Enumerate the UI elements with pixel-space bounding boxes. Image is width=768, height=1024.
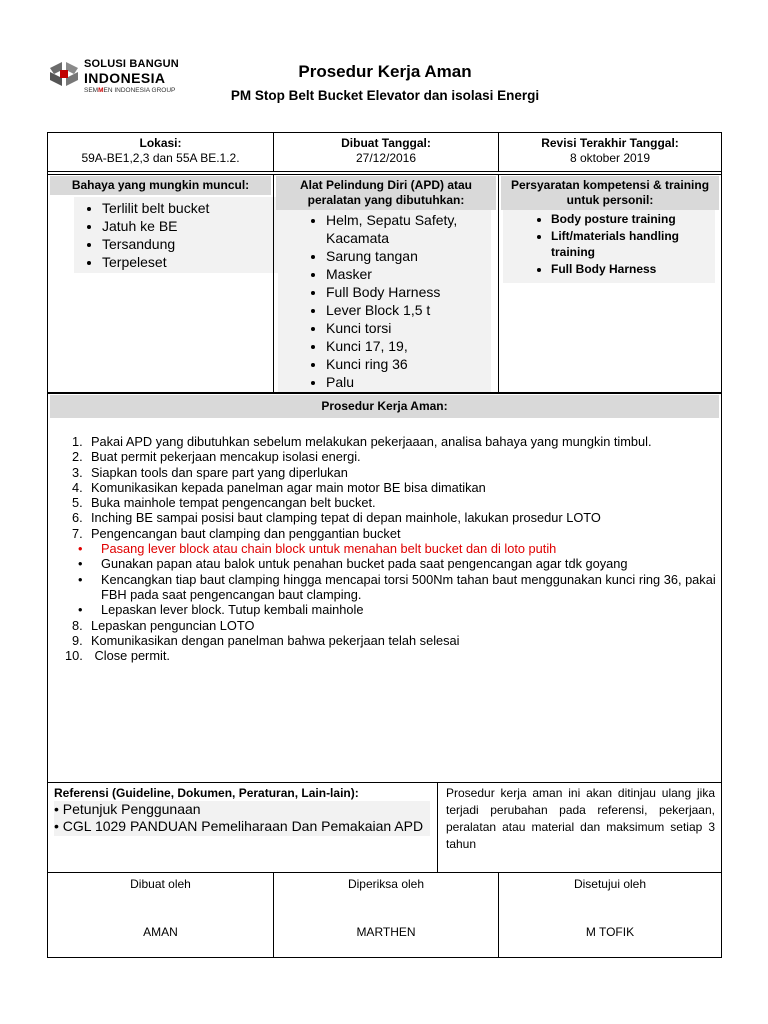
approved-by-name: M TOFIK [585,925,635,939]
apd-title-line1: Alat Pelindung Diri (APD) atau [299,178,472,192]
competency-title [501,176,719,210]
reference-item: • Petunjuk Penggunaan [54,801,201,817]
procedure-step: 1. Pakai APD yang dibutuhkan sebelum melakukan pekerjaaan, analisa bahaya yang mungkin timbul. [72,434,652,449]
competency-item: • Full Body Harness [551,261,715,278]
procedure-step: 10. Close permit. [65,648,170,664]
apd-list-box [278,210,491,392]
checked-by-name: MARTHEN [356,925,416,939]
procedure-step: 3. Siapkan tools dan spare part yang diperlukan [72,464,348,480]
revisi-cell [498,132,722,172]
made-by-name: AMAN [143,925,178,939]
reference-cell [47,782,438,873]
apd-title [276,176,496,210]
competency-list [503,211,715,277]
logo-line1: SOLUSI BANGUN [84,58,179,70]
procedure-substep: • Pasang lever block atau chain block untuk menahan belt bucket dan di loto putih [78,541,557,557]
procedure-step: 7. Pengencangan baut clamping dan penggantian bucket [72,525,401,541]
competency-item: • Body posture training [551,211,715,228]
apd-title-line2: peralatan yang dibutuhkan: [307,193,465,207]
apd-item: • Kunci torsi [326,319,491,337]
lokasi-cell [47,132,274,172]
procedure-step: 9. Komunikasikan dengan panelman bahwa pekerjaan telah selesai [72,632,460,648]
apd-cell [273,174,499,393]
hazard-item: • Terpeleset [102,253,314,271]
review-note: Prosedur kerja aman ini akan ditinjau ulang jika terjadi perubahan pada referensi, pekerjaan, peralatan atau material dan maksimum setiap 3 tahun [446,786,715,851]
procedure-substep: • Kencangkan tiap baut clamping hingga mencapai torsi 500Nm tahan baut menggunakan kunci ring 36, pakai FBH pada saat pengencangan baut clamping. [78,571,716,602]
hazard-item: • Tersandung [102,235,314,253]
procedure-step: 2. Buat permit pekerjaan mencakup isolasi energi. [72,449,361,465]
hazards-title: Bahaya yang mungkin muncul: [50,176,271,195]
apd-item: • Kunci ring 36 [326,355,491,373]
apd-item: • Helm, Sepatu Safety, Kacamata [326,211,491,247]
logo-line3: SEMMEN INDONESIA GROUP [84,87,176,94]
approved-by-label: Disetujui oleh [573,877,647,891]
apd-item: • Palu [326,373,491,391]
revisi-label: Revisi Terakhir Tanggal: [541,136,679,150]
reference-title: Referensi (Guideline, Dokumen, Peraturan, Lain-lain): [54,786,359,800]
logo-mark-icon [48,58,80,88]
competency-title-line1: Persyaratan kompetensi & training [510,178,710,192]
competency-item: • Lift/materials handling training [551,228,715,261]
procedure-step: 4. Komunikasikan kepada panelman agar main motor BE bisa dimatikan [72,479,486,495]
procedure-substep: • Gunakan papan atau balok untuk penahan bucket pada saat pengencangan agar tdk goyang [78,556,628,572]
apd-item: • Lever Block 1,5 t [326,301,491,319]
lokasi-label: Lokasi: [139,136,182,150]
apd-item: • Kunci 17, 19, [326,337,491,355]
company-logo [48,56,188,100]
hazard-item: • Jatuh ke BE [102,217,314,235]
approved-by-cell [498,872,722,958]
dibuat-label: Dibuat Tanggal: [341,136,431,150]
page-title: Prosedur Kerja Aman [298,62,472,81]
review-note-cell [437,782,722,873]
competency-list-box [503,210,715,283]
procedure-steps [65,434,722,664]
procedure-step: 6. Inching BE sampai posisi baut clamping tepat di depan mainhole, lakukan prosedur LOTO [72,510,601,526]
procedure-step: 5. Buka mainhole tempat pengencangan belt bucket. [72,495,376,511]
reference-item: • CGL 1029 PANDUAN Pemeliharaan Dan Pemakaian APD [54,817,424,834]
logo-line2: INDONESIA [84,70,166,86]
checked-by-label: Diperiksa oleh [347,877,425,891]
hazard-item: • Terlilit belt bucket [102,199,314,217]
made-by-cell [47,872,274,958]
page-subtitle: PM Stop Belt Bucket Elevator dan isolasi Energi [230,88,540,103]
procedure-substep: • Lepaskan lever block. Tutup kembali mainhole [78,602,364,618]
reference-list [54,801,430,836]
apd-item: • Masker [326,265,491,283]
checked-by-cell [273,872,499,958]
made-by-label: Dibuat oleh [130,877,191,891]
procedure-title: Prosedur Kerja Aman: [50,395,719,418]
revisi-value: 8 oktober 2019 [569,151,651,165]
dibuat-value: 27/12/2016 [355,151,417,165]
apd-list [278,211,491,391]
competency-cell [498,174,722,393]
dibuat-cell [273,132,499,172]
lokasi-value: 59A-BE1,2,3 dan 55A BE.1.2. [81,151,240,165]
apd-item: • Sarung tangan [326,247,491,265]
apd-item: • Full Body Harness [326,283,491,301]
procedure-step: 8. Lepaskan penguncian LOTO [72,617,255,633]
hazards-cell [47,174,274,393]
competency-title-line2: untuk personil: [566,193,654,207]
